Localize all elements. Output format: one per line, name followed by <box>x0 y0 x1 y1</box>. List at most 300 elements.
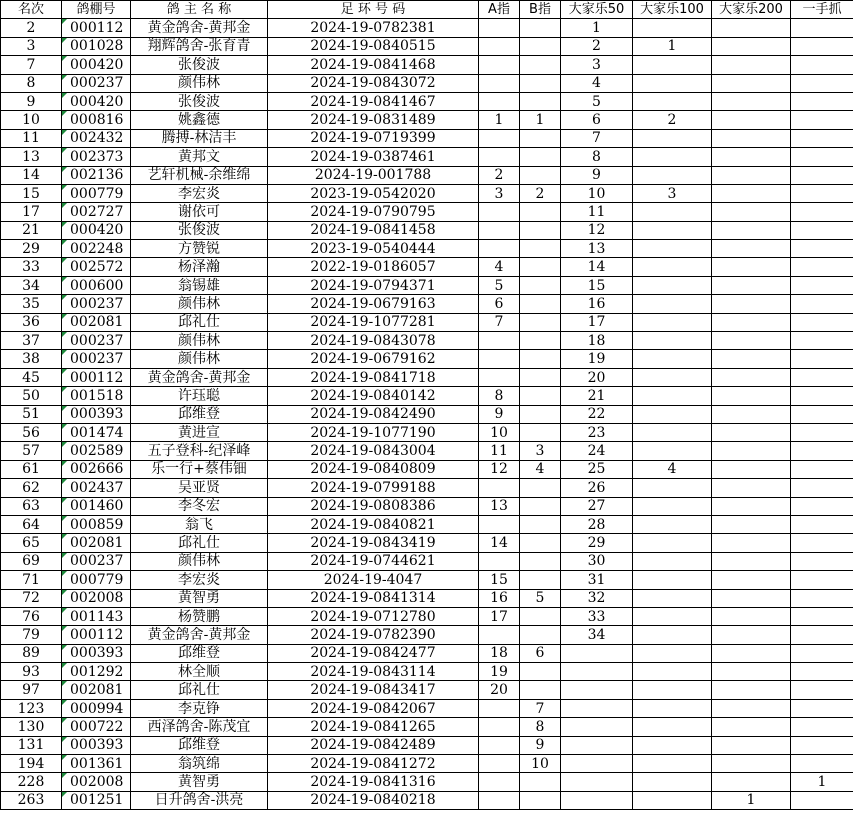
table-row <box>1 479 853 497</box>
one-catch-cell <box>791 552 853 570</box>
one-catch-cell <box>791 681 853 699</box>
pool-50-cell: 2 <box>561 37 633 55</box>
table-row <box>1 387 853 405</box>
owner-name-cell: 邱维登 <box>131 736 268 754</box>
loft-id-cell: 002437 <box>62 479 131 497</box>
pool-200-cell <box>712 295 791 313</box>
pool-50-cell <box>561 755 633 773</box>
b-index-cell <box>520 791 561 809</box>
pool-200-cell <box>712 184 791 202</box>
pool-50-cell <box>561 681 633 699</box>
one-catch-cell <box>791 423 853 441</box>
loft-id-cell: 000420 <box>62 56 131 74</box>
owner-name-cell: 方赞锐 <box>131 240 268 258</box>
b-index-cell: 2 <box>520 184 561 202</box>
a-index-cell: 8 <box>479 387 520 405</box>
pool-200-cell <box>712 589 791 607</box>
header-one-catch: 一手抓 <box>791 1 853 19</box>
one-catch-cell <box>791 56 853 74</box>
one-catch-cell <box>791 460 853 478</box>
owner-name-cell: 邱礼仕 <box>131 534 268 552</box>
a-index-cell <box>479 203 520 221</box>
table-header <box>1 1 853 19</box>
loft-id-cell: 002008 <box>62 773 131 791</box>
pool-200-cell <box>712 74 791 92</box>
one-catch-cell <box>791 19 853 37</box>
ring-number-cell: 2024-19-0782381 <box>268 19 479 37</box>
header-pool-100: 大家乐100 <box>633 1 712 19</box>
ring-number-cell: 2024-19-0744621 <box>268 552 479 570</box>
ring-number-cell: 2024-19-0840515 <box>268 37 479 55</box>
b-index-cell <box>520 313 561 331</box>
pool-100-cell <box>633 663 712 681</box>
loft-id-cell: 000816 <box>62 111 131 129</box>
pool-50-cell <box>561 773 633 791</box>
a-index-cell: 3 <box>479 184 520 202</box>
loft-id-cell: 000237 <box>62 295 131 313</box>
ring-number-cell: 2024-19-4047 <box>268 571 479 589</box>
b-index-cell <box>520 626 561 644</box>
pool-200-cell <box>712 92 791 110</box>
pool-100-cell <box>633 607 712 625</box>
b-index-cell <box>520 37 561 55</box>
owner-name-cell: 杨泽瀚 <box>131 258 268 276</box>
pool-50-cell: 8 <box>561 148 633 166</box>
one-catch-cell <box>791 663 853 681</box>
pool-200-cell <box>712 332 791 350</box>
pool-50-cell: 27 <box>561 497 633 515</box>
owner-name-cell: 许珏聪 <box>131 387 268 405</box>
a-index-cell <box>479 718 520 736</box>
table-row <box>1 148 853 166</box>
header-owner-name: 鸽 主 名 称 <box>131 1 268 19</box>
pool-200-cell <box>712 423 791 441</box>
pool-200-cell <box>712 387 791 405</box>
one-catch-cell <box>791 258 853 276</box>
table-row <box>1 258 853 276</box>
b-index-cell <box>520 258 561 276</box>
rank-cell: 50 <box>1 387 62 405</box>
owner-name-cell: 林全顺 <box>131 663 268 681</box>
one-catch-cell <box>791 92 853 110</box>
pool-200-cell <box>712 571 791 589</box>
rank-cell: 79 <box>1 626 62 644</box>
owner-name-cell: 黄金鸽舍-黄邦金 <box>131 626 268 644</box>
ring-number-cell: 2024-19-0712780 <box>268 607 479 625</box>
pool-200-cell <box>712 276 791 294</box>
owner-name-cell: 翁筑绵 <box>131 755 268 773</box>
one-catch-cell <box>791 607 853 625</box>
loft-id-cell: 002589 <box>62 442 131 460</box>
pool-100-cell: 4 <box>633 460 712 478</box>
ring-number-cell: 2024-19-0840218 <box>268 791 479 809</box>
table-row <box>1 736 853 754</box>
pool-200-cell <box>712 37 791 55</box>
pool-100-cell <box>633 56 712 74</box>
b-index-cell <box>520 423 561 441</box>
pool-100-cell <box>633 497 712 515</box>
table-row <box>1 166 853 184</box>
a-index-cell <box>479 552 520 570</box>
pool-200-cell <box>712 221 791 239</box>
b-index-cell <box>520 276 561 294</box>
pool-100-cell <box>633 699 712 717</box>
owner-name-cell: 西泽鸽舍-陈茂宜 <box>131 718 268 736</box>
one-catch-cell <box>791 571 853 589</box>
a-index-cell <box>479 755 520 773</box>
owner-name-cell: 颜伟林 <box>131 552 268 570</box>
table-row <box>1 699 853 717</box>
loft-id-cell: 000237 <box>62 74 131 92</box>
rank-cell: 97 <box>1 681 62 699</box>
a-index-cell: 13 <box>479 497 520 515</box>
a-index-cell <box>479 791 520 809</box>
a-index-cell <box>479 129 520 147</box>
pool-100-cell <box>633 332 712 350</box>
table-row <box>1 240 853 258</box>
a-index-cell: 1 <box>479 111 520 129</box>
ring-number-cell: 2024-19-0387461 <box>268 148 479 166</box>
pool-100-cell <box>633 644 712 662</box>
b-index-cell <box>520 515 561 533</box>
b-index-cell: 10 <box>520 755 561 773</box>
owner-name-cell: 张俊波 <box>131 92 268 110</box>
pool-50-cell: 20 <box>561 368 633 386</box>
pool-200-cell <box>712 607 791 625</box>
owner-name-cell: 邱礼仕 <box>131 681 268 699</box>
table-row <box>1 221 853 239</box>
pool-100-cell <box>633 442 712 460</box>
loft-id-cell: 002008 <box>62 589 131 607</box>
loft-id-cell: 000779 <box>62 571 131 589</box>
pool-50-cell: 29 <box>561 534 633 552</box>
one-catch-cell <box>791 350 853 368</box>
b-index-cell <box>520 203 561 221</box>
table-row <box>1 515 853 533</box>
a-index-cell: 14 <box>479 534 520 552</box>
b-index-cell: 3 <box>520 442 561 460</box>
a-index-cell <box>479 773 520 791</box>
table-row <box>1 368 853 386</box>
ring-number-cell: 2024-19-0843419 <box>268 534 479 552</box>
b-index-cell <box>520 405 561 423</box>
one-catch-cell <box>791 240 853 258</box>
owner-name-cell: 黄邦文 <box>131 148 268 166</box>
ring-number-cell: 2024-19-0831489 <box>268 111 479 129</box>
table-row <box>1 129 853 147</box>
pool-50-cell: 17 <box>561 313 633 331</box>
ring-number-cell: 2024-19-1077281 <box>268 313 479 331</box>
a-index-cell: 10 <box>479 423 520 441</box>
one-catch-cell <box>791 497 853 515</box>
header-loft-id: 鸽棚号 <box>62 1 131 19</box>
b-index-cell <box>520 773 561 791</box>
pool-100-cell <box>633 148 712 166</box>
pool-200-cell <box>712 56 791 74</box>
pool-100-cell: 3 <box>633 184 712 202</box>
rank-cell: 37 <box>1 332 62 350</box>
pool-200-cell <box>712 313 791 331</box>
loft-id-cell: 000859 <box>62 515 131 533</box>
loft-id-cell: 000393 <box>62 405 131 423</box>
pool-200-cell: 1 <box>712 791 791 809</box>
loft-id-cell: 001460 <box>62 497 131 515</box>
one-catch-cell <box>791 74 853 92</box>
pool-50-cell: 14 <box>561 258 633 276</box>
b-index-cell <box>520 571 561 589</box>
one-catch-cell <box>791 332 853 350</box>
a-index-cell: 11 <box>479 442 520 460</box>
ring-number-cell: 2024-19-0841316 <box>268 773 479 791</box>
table-row <box>1 350 853 368</box>
owner-name-cell: 邱礼仕 <box>131 313 268 331</box>
owner-name-cell: 颜伟林 <box>131 350 268 368</box>
pool-100-cell <box>633 755 712 773</box>
rank-cell: 2 <box>1 19 62 37</box>
ring-number-cell: 2024-19-0842477 <box>268 644 479 662</box>
pool-200-cell <box>712 111 791 129</box>
rank-cell: 8 <box>1 74 62 92</box>
table-row <box>1 74 853 92</box>
one-catch-cell <box>791 37 853 55</box>
one-catch-cell <box>791 589 853 607</box>
b-index-cell <box>520 129 561 147</box>
loft-id-cell: 002727 <box>62 203 131 221</box>
pool-200-cell <box>712 644 791 662</box>
table-row <box>1 497 853 515</box>
owner-name-cell: 颜伟林 <box>131 332 268 350</box>
pool-200-cell <box>712 148 791 166</box>
header-rank: 名次 <box>1 1 62 19</box>
owner-name-cell: 颜伟林 <box>131 74 268 92</box>
loft-id-cell: 001251 <box>62 791 131 809</box>
one-catch-cell <box>791 405 853 423</box>
pool-50-cell: 9 <box>561 166 633 184</box>
ring-number-cell: 2024-19-0790795 <box>268 203 479 221</box>
pool-200-cell <box>712 515 791 533</box>
b-index-cell <box>520 295 561 313</box>
owner-name-cell: 黄金鸽舍-黄邦金 <box>131 368 268 386</box>
loft-id-cell: 002136 <box>62 166 131 184</box>
b-index-cell <box>520 19 561 37</box>
one-catch-cell <box>791 184 853 202</box>
one-catch-cell <box>791 368 853 386</box>
rank-cell: 36 <box>1 313 62 331</box>
rank-cell: 72 <box>1 589 62 607</box>
rank-cell: 10 <box>1 111 62 129</box>
rank-cell: 61 <box>1 460 62 478</box>
table-row <box>1 203 853 221</box>
rank-cell: 21 <box>1 221 62 239</box>
pool-100-cell <box>633 368 712 386</box>
pool-200-cell <box>712 773 791 791</box>
loft-id-cell: 002572 <box>62 258 131 276</box>
pool-100-cell <box>633 681 712 699</box>
a-index-cell <box>479 74 520 92</box>
one-catch-cell <box>791 295 853 313</box>
a-index-cell <box>479 699 520 717</box>
ring-number-cell: 2024-19-0840821 <box>268 515 479 533</box>
pool-50-cell: 1 <box>561 19 633 37</box>
one-catch-cell <box>791 313 853 331</box>
pool-50-cell: 16 <box>561 295 633 313</box>
table-row <box>1 791 853 809</box>
table-row <box>1 644 853 662</box>
header-pool-200: 大家乐200 <box>712 1 791 19</box>
pool-200-cell <box>712 368 791 386</box>
pool-50-cell: 4 <box>561 74 633 92</box>
pool-50-cell: 10 <box>561 184 633 202</box>
pool-200-cell <box>712 534 791 552</box>
ring-number-cell: 2024-19-0841272 <box>268 755 479 773</box>
table-row <box>1 534 853 552</box>
pool-200-cell <box>712 755 791 773</box>
b-index-cell: 5 <box>520 589 561 607</box>
owner-name-cell: 乐一行+蔡伟钿 <box>131 460 268 478</box>
b-index-cell: 1 <box>520 111 561 129</box>
ring-number-cell: 2024-19-0841314 <box>268 589 479 607</box>
pool-100-cell <box>633 479 712 497</box>
table-row <box>1 442 853 460</box>
one-catch-cell <box>791 166 853 184</box>
one-catch-cell <box>791 626 853 644</box>
rank-cell: 33 <box>1 258 62 276</box>
rank-cell: 228 <box>1 773 62 791</box>
pool-100-cell: 1 <box>633 37 712 55</box>
table-row <box>1 184 853 202</box>
pool-100-cell <box>633 571 712 589</box>
owner-name-cell: 张俊波 <box>131 56 268 74</box>
one-catch-cell <box>791 276 853 294</box>
pool-200-cell <box>712 626 791 644</box>
loft-id-cell: 002666 <box>62 460 131 478</box>
one-catch-cell <box>791 699 853 717</box>
pool-100-cell <box>633 423 712 441</box>
owner-name-cell: 邱维登 <box>131 644 268 662</box>
owner-name-cell: 张俊波 <box>131 221 268 239</box>
pool-50-cell: 12 <box>561 221 633 239</box>
loft-id-cell: 000237 <box>62 332 131 350</box>
pool-200-cell <box>712 166 791 184</box>
pool-100-cell <box>633 515 712 533</box>
table-row <box>1 92 853 110</box>
pool-50-cell <box>561 736 633 754</box>
owner-name-cell: 翔辉鸽舍-张育青 <box>131 37 268 55</box>
header-b-index: B指 <box>520 1 561 19</box>
pool-100-cell <box>633 295 712 313</box>
pool-100-cell <box>633 626 712 644</box>
rank-cell: 15 <box>1 184 62 202</box>
pool-200-cell <box>712 736 791 754</box>
one-catch-cell <box>791 515 853 533</box>
a-index-cell: 5 <box>479 276 520 294</box>
pool-100-cell <box>633 405 712 423</box>
a-index-cell: 19 <box>479 663 520 681</box>
table-row <box>1 295 853 313</box>
a-index-cell <box>479 37 520 55</box>
table-row <box>1 460 853 478</box>
table-row <box>1 681 853 699</box>
ring-number-cell: 2024-19-0679162 <box>268 350 479 368</box>
pool-50-cell: 32 <box>561 589 633 607</box>
pool-100-cell <box>633 166 712 184</box>
one-catch-cell <box>791 534 853 552</box>
pool-100-cell <box>633 19 712 37</box>
owner-name-cell: 翁锡雄 <box>131 276 268 294</box>
rank-cell: 13 <box>1 148 62 166</box>
pool-50-cell: 26 <box>561 479 633 497</box>
rank-cell: 9 <box>1 92 62 110</box>
pool-100-cell <box>633 387 712 405</box>
table-row <box>1 313 853 331</box>
b-index-cell <box>520 534 561 552</box>
pool-100-cell <box>633 221 712 239</box>
pool-50-cell: 5 <box>561 92 633 110</box>
header-ring-number: 足 环 号 码 <box>268 1 479 19</box>
one-catch-cell <box>791 129 853 147</box>
table-row <box>1 571 853 589</box>
pool-200-cell <box>712 718 791 736</box>
rank-cell: 35 <box>1 295 62 313</box>
b-index-cell <box>520 479 561 497</box>
pool-100-cell <box>633 92 712 110</box>
rank-cell: 45 <box>1 368 62 386</box>
loft-id-cell: 000994 <box>62 699 131 717</box>
one-catch-cell <box>791 736 853 754</box>
pool-200-cell <box>712 203 791 221</box>
loft-id-cell: 000112 <box>62 19 131 37</box>
rank-cell: 34 <box>1 276 62 294</box>
a-index-cell: 17 <box>479 607 520 625</box>
pool-100-cell <box>633 276 712 294</box>
pool-200-cell <box>712 19 791 37</box>
a-index-cell: 12 <box>479 460 520 478</box>
pool-200-cell <box>712 240 791 258</box>
b-index-cell <box>520 332 561 350</box>
table-row <box>1 19 853 37</box>
ring-number-cell: 2024-19-0840809 <box>268 460 479 478</box>
pool-100-cell <box>633 258 712 276</box>
ring-number-cell: 2024-19-0843114 <box>268 663 479 681</box>
ring-number-cell: 2024-19-0840142 <box>268 387 479 405</box>
pool-50-cell: 23 <box>561 423 633 441</box>
pool-50-cell: 11 <box>561 203 633 221</box>
pool-50-cell: 19 <box>561 350 633 368</box>
pool-100-cell <box>633 552 712 570</box>
ring-number-cell: 2024-19-0841718 <box>268 368 479 386</box>
pool-200-cell <box>712 129 791 147</box>
a-index-cell: 16 <box>479 589 520 607</box>
ring-number-cell: 2024-19-0842489 <box>268 736 479 754</box>
ring-number-cell: 2024-19-0843078 <box>268 332 479 350</box>
owner-name-cell: 邱维登 <box>131 405 268 423</box>
pool-50-cell: 15 <box>561 276 633 294</box>
rank-cell: 11 <box>1 129 62 147</box>
pool-50-cell <box>561 699 633 717</box>
owner-name-cell: 黄智勇 <box>131 773 268 791</box>
a-index-cell <box>479 515 520 533</box>
ring-number-cell: 2022-19-0186057 <box>268 258 479 276</box>
loft-id-cell: 001474 <box>62 423 131 441</box>
loft-id-cell: 001518 <box>62 387 131 405</box>
owner-name-cell: 颜伟林 <box>131 295 268 313</box>
rank-cell: 56 <box>1 423 62 441</box>
b-index-cell <box>520 497 561 515</box>
pool-50-cell: 33 <box>561 607 633 625</box>
rank-cell: 38 <box>1 350 62 368</box>
table-row <box>1 718 853 736</box>
rank-cell: 64 <box>1 515 62 533</box>
